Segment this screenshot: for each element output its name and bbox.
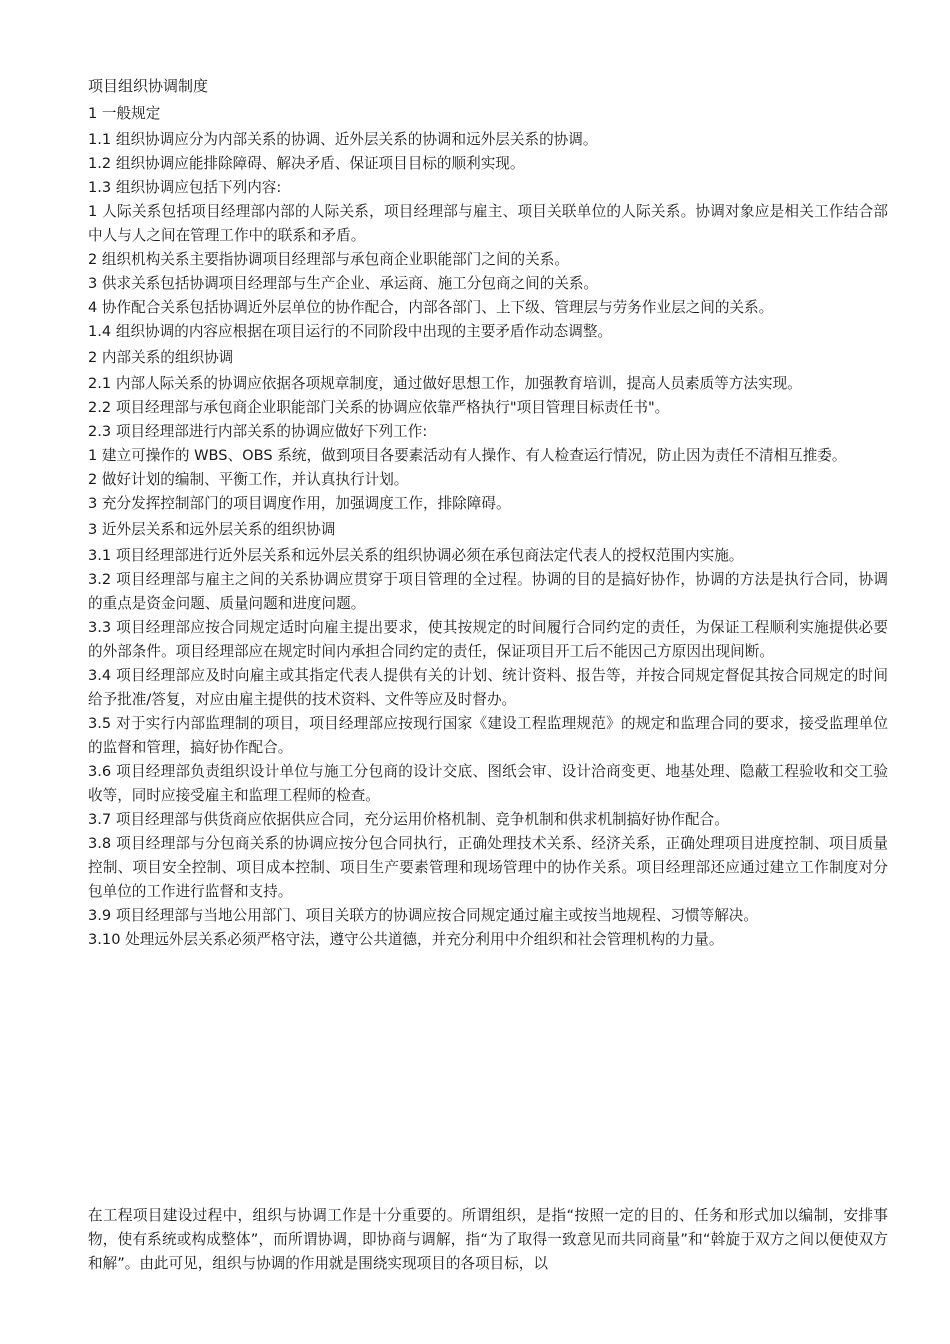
paragraph: 3.3 项目经理部应按合同规定适时向雇主提出要求，使其按规定的时间履行合同约定的责任，为保证工程顺利实施提供必要的外部条件。项目经理部应在规定时间内承担合同约定的责任，保证项目开工后不能因己方原因出现间断。	[88, 619, 888, 660]
paragraph: 1.4 组织协调的内容应根据在项目运行的不同阶段中出现的主要矛盾作动态调整。	[88, 323, 613, 340]
paragraph: 4 协作配合关系包括协调近外层单位的协作配合，内部各部门、上下级、管理层与劳务作业层之间的关系。	[88, 299, 774, 316]
paragraph: 3.2 项目经理部与雇主之间的关系协调应贯穿于项目管理的全过程。协调的目的是搞好协作，协调的方法是执行合同，协调的重点是资金问题、质量问题和进度问题。	[88, 571, 888, 612]
section-heading: 1 一般规定	[88, 105, 161, 122]
section-heading: 3 近外层关系和远外层关系的组织协调	[88, 521, 336, 538]
paragraph: 3.6 项目经理部负责组织设计单位与施工分包商的设计交底、图纸会审、设计洽商变更、地基处理、隐蔽工程验收和交工验收等，同时应接受雇主和监理工程师的检查。	[88, 763, 888, 804]
paragraph: 3 充分发挥控制部门的项目调度作用，加强调度工作，排除障碍。	[88, 495, 511, 512]
paragraph: 3.8 项目经理部与分包商关系的协调应按分包合同执行，正确处理技术关系、经济关系，正确处理项目进度控制、项目质量控制、项目安全控制、项目成本控制、项目生产要素管理和现场管理中的协作关系。项目经理部还应通过建立工作制度对分包单位的工作进行监督和支持。	[88, 835, 888, 900]
paragraph: 2 组织机构关系主要指协调项目经理部与承包商企业职能部门之间的关系。	[88, 251, 569, 268]
paragraph: 3.9 项目经理部与当地公用部门、项目关联方的协调应按合同规定通过雇主或按当地规程、习惯等解决。	[88, 907, 758, 924]
paragraph: 1 建立可操作的 WBS、OBS 系统，做到项目各要素活动有人操作、有人检查运行情况，防止因为责任不清相互推委。	[88, 447, 847, 464]
paragraph: 3.10 处理远外层关系必须严格守法，遵守公共道德，并充分利用中介组织和社会管理机构的力量。	[88, 931, 724, 948]
paragraph: 1.1 组织协调应分为内部关系的协调、近外层关系的协调和远外层关系的协调。	[88, 131, 598, 148]
document-title: 项目组织协调制度	[88, 77, 209, 95]
section-heading: 2 内部关系的组织协调	[88, 349, 234, 366]
paragraph: 1.3 组织协调应包括下列内容:	[88, 179, 282, 196]
paragraph: 1 人际关系包括项目经理部内部的人际关系，项目经理部与雇主、项目关联单位的人际关系。协调对象应是相关工作结合部中人与人之间在管理工作中的联系和矛盾。	[88, 203, 888, 244]
paragraph: 3.1 项目经理部进行近外层关系和远外层关系的组织协调必须在承包商法定代表人的授权范围内实施。	[88, 547, 744, 564]
paragraph: 2.3 项目经理部进行内部关系的协调应做好下列工作:	[88, 423, 428, 440]
paragraph: 2 做好计划的编制、平衡工作，并认真执行计划。	[88, 471, 409, 488]
lead-paragraph: 在工程项目建设过程中，组织与协调工作是十分重要的。所谓组织，是指“按照一定的目的、任务和形式加以编制，安排事物，使有系统或构成整体”，而所谓协调，即协商与调解，指“为了取得一致意见而共同商量”和“斡旋于双方之间以便使双方和解”。由此可见，组织与协调的作用就是围绕实现项目的各项目标，以	[88, 1207, 888, 1272]
paragraph: 3 供求关系包括协调项目经理部与生产企业、承运商、施工分包商之间的关系。	[88, 275, 599, 292]
lead-paragraph-block	[88, 1204, 888, 1276]
paragraph: 1.2 组织协调应能排除障碍、解决矛盾、保证项目目标的顺利实现。	[88, 155, 525, 172]
paragraph: 3.7 项目经理部与供货商应依据供应合同，充分运用价格机制、竞争机制和供求机制搞好协作配合。	[88, 811, 729, 828]
paragraph: 2.1 内部人际关系的协调应依据各项规章制度，通过做好思想工作，加强教育培训，提高人员素质等方法实现。	[88, 375, 802, 392]
paragraph: 3.5 对于实行内部监理制的项目，项目经理部应按现行国家《建设工程监理规范》的规定和监理合同的要求，接受监理单位的监督和管理，搞好协作配合。	[88, 715, 888, 756]
document-body	[88, 74, 888, 952]
paragraph: 3.4 项目经理部应及时向雇主或其指定代表人提供有关的计划、统计资料、报告等，并按合同规定督促其按合同规定的时间给予批准/答复，对应由雇主提供的技术资料、文件等应及时督办。	[88, 667, 888, 708]
paragraph: 2.2 项目经理部与承包商企业职能部门关系的协调应依靠严格执行"项目管理目标责任书"。	[88, 399, 670, 416]
